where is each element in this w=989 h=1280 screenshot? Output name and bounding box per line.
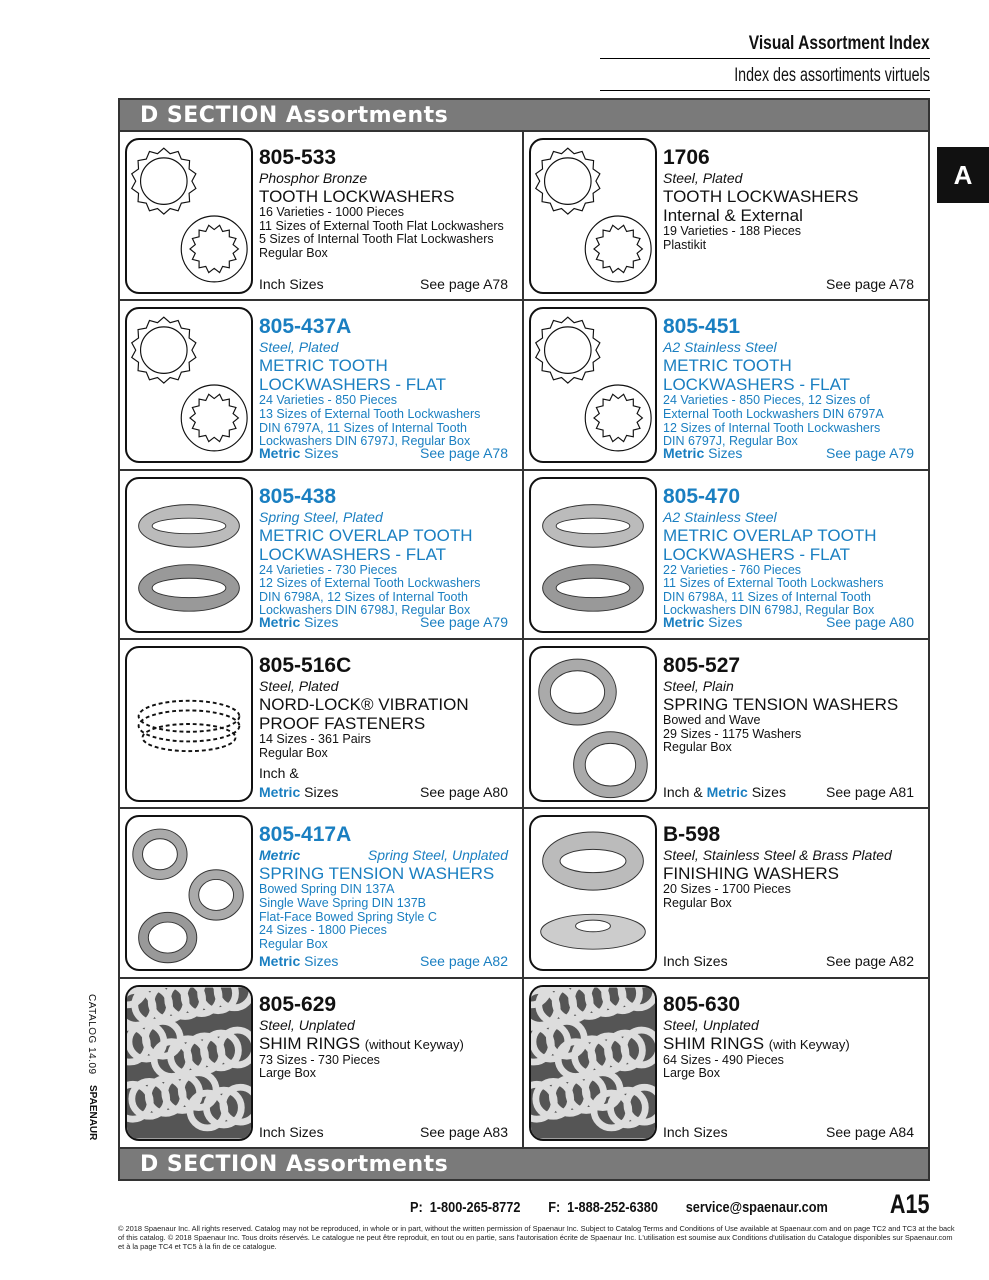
product-number: 805-516C [259,653,352,677]
product-image [529,138,657,294]
material: Spring Steel, Unplated [367,847,508,864]
product-title: LOCKWASHERS - FLAT [259,544,447,564]
detail-line: Bowed and Wave [663,712,761,727]
product-number: 1706 [663,146,710,169]
product-number: 805-527 [663,653,741,677]
material: Steel, Unplated [259,1016,355,1033]
sizes-label: Metric Sizes [663,614,743,631]
product-image [529,985,657,1141]
assortment-cell[interactable] [524,809,928,978]
detail-line: DIN 6798A, 11 Sizes of Internal Tooth [663,589,871,604]
page-number: A15 [890,1189,930,1219]
detail-line: 11 Sizes of External Tooth Lockwashers [663,576,884,591]
material: Spring Steel, Plated [259,508,383,525]
divider [600,90,930,91]
detail-line: 22 Varieties - 760 Pieces [663,562,802,577]
material: Steel, Plain [663,677,734,694]
detail-line: 19 Varieties - 188 Pieces [663,224,802,238]
product-title: FINISHING WASHERS [663,864,839,884]
product-title: SPRING TENSION WASHERS [259,864,495,884]
sizes-label: Inch Sizes [663,953,728,970]
product-number: 805-437A [259,315,352,339]
assortment-cell[interactable] [120,301,524,470]
material: Steel, Plated [259,339,339,356]
material: A2 Stainless Steel [663,339,777,356]
detail-line: DIN 6797A, 11 Sizes of Internal Tooth [259,420,467,435]
metric-label: Metric [706,783,748,800]
detail-line: Lockwashers DIN 6798J, Regular Box [259,603,471,618]
product-title: SHIM RINGS [663,1033,765,1053]
material: Steel, Stainless Steel & Brass Plated [663,847,892,864]
size-line: Inch & [259,765,299,782]
email-link[interactable]: service@spaenaur.com [685,1199,828,1216]
product-title: METRIC OVERLAP TOOTH [663,525,877,545]
see-page-link[interactable]: See page A79 [420,614,508,631]
detail-line: Regular Box [259,936,328,951]
metric-label: Metric [259,614,301,631]
product-number: 805-451 [663,315,741,339]
phone[interactable]: P: 1-800-265-8772 [410,1199,521,1216]
see-page-link[interactable]: See page A78 [420,275,508,292]
metric-label: Metric [663,445,705,462]
detail-line: 5 Sizes of Internal Tooth Flat Lockwashers [259,232,494,247]
material-metric: Metric [259,847,301,864]
detail-line: Plastikit [663,237,707,252]
detail-line: 20 Sizes - 1700 Pieces [663,882,791,897]
see-page-link[interactable]: See page A78 [420,445,508,462]
contact-info [410,1199,828,1216]
see-page-link[interactable]: See page A80 [420,783,508,800]
product-number: 805-630 [663,992,741,1016]
assortment-cell[interactable] [524,471,928,640]
detail-line: Large Box [663,1066,720,1081]
detail-line: External Tooth Lockwashers DIN 6797A [663,406,884,421]
assortment-cell[interactable] [524,301,928,470]
see-page-link[interactable]: See page A84 [826,1124,914,1141]
product-title: METRIC TOOTH [663,356,792,376]
detail-line: Lockwashers DIN 6798J, Regular Box [663,603,875,618]
product-image [125,815,253,971]
assortment-cell[interactable] [524,979,928,1148]
detail-line: 11 Sizes of External Tooth Flat Lockwashers [259,218,504,233]
material: Steel, Plated [259,677,339,694]
see-page-link[interactable]: See page A82 [826,953,914,970]
detail-line: 12 Sizes of Internal Tooth Lockwashers [663,420,881,435]
detail-line: Regular Box [663,895,732,910]
product-number: 805-533 [259,146,337,169]
product-title: LOCKWASHERS - FLAT [663,375,851,395]
detail-line: Bowed Spring DIN 137A [259,882,395,897]
material: A2 Stainless Steel [663,508,777,525]
sizes-label: Inch Sizes [259,1124,324,1141]
section-tab[interactable]: A [937,147,989,203]
detail-line: Large Box [259,1066,316,1081]
detail-line: 13 Sizes of External Tooth Lockwashers [259,406,481,421]
assortment-cell[interactable] [120,471,524,640]
section-band-bottom: D SECTION Assortments [118,1147,930,1181]
product-title: METRIC TOOTH [259,356,388,376]
sizes-label: Metric Sizes [259,953,339,970]
see-page-link[interactable]: See page A82 [420,953,508,970]
detail-line: Regular Box [259,245,328,260]
page-subtitle: Index des assortiments virtuels [734,65,930,86]
product-note: (with Keyway) [768,1036,850,1052]
detail-line: 24 Varieties - 850 Pieces, 12 Sizes of [663,393,870,408]
product-number: B-598 [663,823,721,847]
detail-line: 16 Varieties - 1000 Pieces [259,205,404,219]
detail-line: 29 Sizes - 1175 Washers [663,726,802,741]
product-title: TOOTH LOCKWASHERS [259,187,455,206]
product-image [529,307,657,463]
assortment-cell[interactable] [120,132,524,301]
product-image [125,307,253,463]
detail-line: Lockwashers DIN 6797J, Regular Box [259,434,471,449]
detail-line: Flat-Face Bowed Spring Style C [259,909,437,924]
product-image [125,477,253,633]
fax: F: 1-888-252-6380 [548,1199,658,1216]
see-page-link[interactable]: See page A78 [826,275,914,292]
sizes-label: Inch Sizes [663,1124,728,1141]
assortment-cell[interactable] [120,979,524,1148]
catalog-version: CATALOG 14.09 [86,994,97,1075]
product-note: (without Keyway) [364,1036,464,1052]
sizes-label: Metric Sizes [259,614,339,631]
detail-line: DIN 6797J, Regular Box [663,434,798,449]
detail-line: 24 Varieties - 730 Pieces [259,562,398,577]
page-title: Visual Assortment Index [749,33,930,54]
product-title: METRIC OVERLAP TOOTH [259,525,473,545]
product-title: SHIM RINGS [259,1033,361,1053]
metric-label: Metric [259,953,301,970]
detail-line: 24 Varieties - 850 Pieces [259,393,398,408]
product-title: Internal & External [663,206,803,225]
detail-line: Regular Box [663,740,732,755]
assortment-cell[interactable] [524,640,928,809]
product-image [529,815,657,971]
metric-label: Metric [663,614,705,631]
product-number: 805-417A [259,823,352,847]
divider [600,58,930,59]
assortment-cell[interactable] [120,640,524,809]
product-image [529,477,657,633]
product-image [125,138,253,294]
product-title: LOCKWASHERS - FLAT [259,375,447,395]
product-title: PROOF FASTENERS [259,713,426,733]
product-image [529,646,657,802]
assortment-cell[interactable] [120,809,524,978]
product-title: SPRING TENSION WASHERS [663,694,899,714]
detail-line: DIN 6798A, 12 Sizes of Internal Tooth [259,589,468,604]
sizes-label: Metric Sizes [663,445,743,462]
material: Steel, Plated [663,170,743,186]
assortment-grid [118,132,930,1148]
product-title: LOCKWASHERS - FLAT [663,544,851,564]
detail-line: 14 Sizes - 361 Pairs [259,731,371,746]
sizes-label: Metric Sizes [259,783,339,800]
sizes-label: Inch Sizes [259,275,324,292]
detail-line: 64 Sizes - 490 Pieces [663,1052,784,1067]
brand-logo: SPAENAUR [87,1085,98,1141]
metric-label: Metric [259,783,301,800]
legal-notice: © 2018 Spaenaur Inc. All rights reserved. Catalog may not be reproduced, in whole or in part, without the written permission of Spaenaur Inc. Subject to Catalog Terms and Conditions of Use available at Spaenaur.com and on page TC2 and TC3 at the back of this catalog. © 2018 Spaenaur Inc. Tous droits réservés. Le catalogue ne peut être reproduit, en tout ou en partie, sans l'autorisation écrite de Spaenaur Inc. L'utilisation est soumise aux Conditions d'utilisation du Catalogue disponibles sur Spaenaur.com et à la page TC4 et TC5 à la fin de ce catalogue. [118,1224,955,1251]
detail-line: 12 Sizes of External Tooth Lockwashers [259,576,481,591]
see-page-link[interactable]: See page A80 [826,614,914,631]
sizes-label: Inch & Metric Sizes [663,783,786,800]
see-page-link[interactable]: See page A79 [826,445,914,462]
product-title: TOOTH LOCKWASHERS [663,187,859,206]
detail-line: Single Wave Spring DIN 137B [259,895,426,910]
product-title: NORD-LOCK® VIBRATION [259,694,469,714]
product-image [125,646,253,802]
detail-line: Regular Box [259,745,328,760]
material: Steel, Unplated [663,1016,759,1033]
product-image [125,985,253,1141]
detail-line: 73 Sizes - 730 Pieces [259,1052,380,1067]
product-number: 805-438 [259,484,337,508]
see-page-link[interactable]: See page A83 [420,1124,508,1141]
section-band-top: D SECTION Assortments [118,98,930,132]
product-number: 805-629 [259,992,337,1016]
metric-label: Metric [259,445,301,462]
see-page-link[interactable]: See page A81 [826,783,914,800]
sizes-label: Metric Sizes [259,445,339,462]
detail-line: 24 Sizes - 1800 Pieces [259,923,387,938]
assortment-cell[interactable] [524,132,928,301]
product-number: 805-470 [663,484,741,508]
material: Phosphor Bronze [259,170,368,186]
